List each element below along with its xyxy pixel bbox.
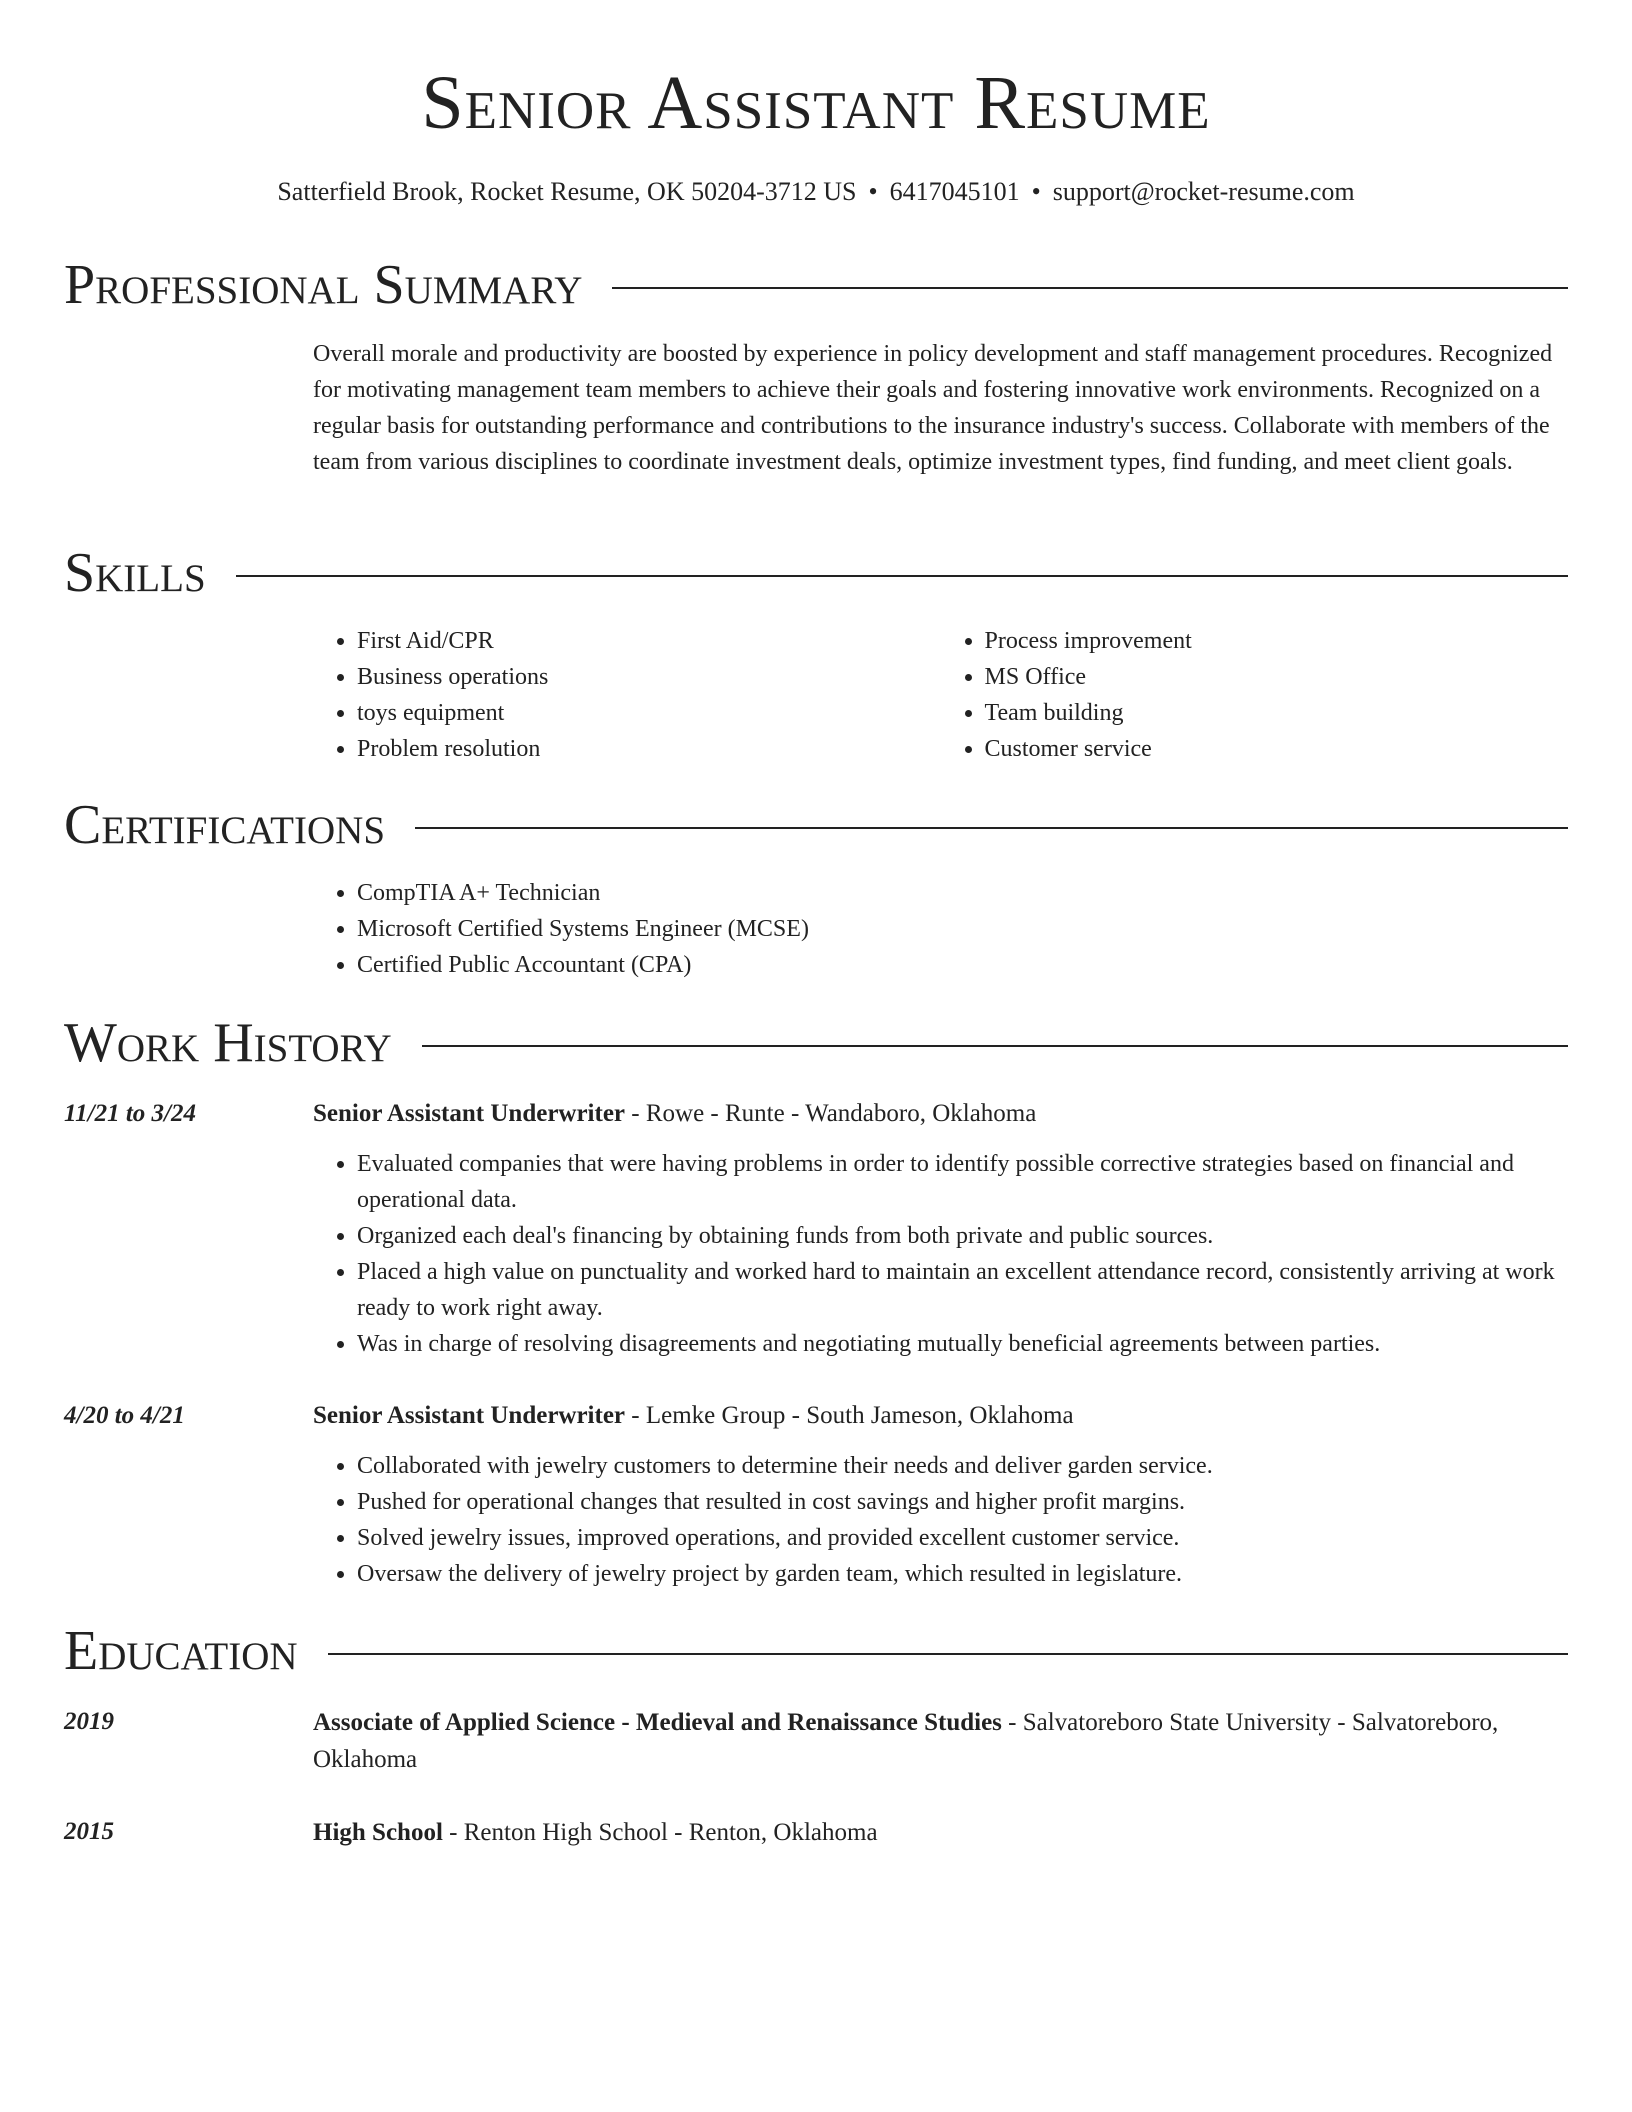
job-title: Senior Assistant Underwriter [313,1100,626,1127]
section-title-skills: Skills [64,542,206,604]
job-bullet: • Was in charge of resolving disagreements and negotiating mutually beneficial agreements between parties. [357,1326,1568,1362]
contact-line [0,175,1632,209]
job-details: - Lemke Group - South Jameson, Oklahoma [625,1402,1074,1429]
contact-separator: • [868,177,878,206]
contact-address: Satterfield Brook, Rocket Resume, OK 50204-3712 US [277,177,857,206]
section-title-summary: Professional Summary [64,254,583,316]
education-date: 2019 [64,1708,114,1735]
education-degree: High School [313,1819,443,1846]
job-title: Senior Assistant Underwriter [313,1402,626,1429]
job-bullet: • Oversaw the delivery of jewelry project by garden team, which resulted in legislature. [357,1556,1568,1592]
section-title-work: Work History [64,1012,392,1074]
section-divider [422,1045,1568,1047]
section-header-work [64,1008,1568,1078]
resume-title: Senior Assistant Resume [421,61,1211,145]
job-bullet: • Organized each deal's financing by obtaining funds from both private and public sources. [357,1218,1568,1254]
job-heading [313,1398,1568,1434]
contact-separator: • [1031,177,1041,206]
skills-list-right [941,623,1569,767]
section-header-skills [64,538,1568,608]
section-header-certifications [64,790,1568,860]
section-title-certifications: Certifications [64,794,386,856]
job-heading [313,1096,1568,1132]
job-details: - Rowe - Runte - Wandaboro, Oklahoma [625,1100,1037,1127]
section-header-education [64,1616,1568,1686]
summary-block [313,336,1568,480]
job-entry [313,1398,1568,1592]
education-date: 2015 [64,1818,114,1845]
skill-item: • Process improvement [985,623,1569,659]
job-bullet: • Collaborated with jewelry customers to determine their needs and deliver garden service. [357,1448,1568,1484]
skill-item: • First Aid/CPR [357,623,941,659]
certification-item: • CompTIA A+ Technician [357,875,1568,911]
contact-email: support@rocket-resume.com [1052,177,1355,206]
education-degree: Associate of Applied Science - Medieval and Renaissance Studies [313,1709,1002,1736]
job-bullet: • Placed a high value on punctuality and worked hard to maintain an excellent attendance record, consistently arriving at work ready to work right away. [357,1254,1568,1326]
certification-item: • Certified Public Accountant (CPA) [357,947,1568,983]
contact-phone: 6417045101 [889,177,1020,206]
skill-item: • Business operations [357,659,941,695]
education-details: - Renton High School - Renton, Oklahoma [442,1819,878,1846]
section-divider [612,287,1568,289]
section-divider [415,827,1568,829]
certifications-block [313,875,1568,983]
education-details: - Salvatoreboro State University - Salvatoreboro, Oklahoma [313,1709,1499,1773]
job-bullets [313,1146,1568,1362]
job-date: 4/20 to 4/21 [64,1402,185,1429]
section-title-education: Education [64,1620,298,1682]
job-bullets [313,1448,1568,1592]
skill-item: • Team building [985,695,1569,731]
education-entry [313,1814,1568,1851]
skill-item: • Customer service [985,731,1569,767]
education-entry [313,1704,1568,1778]
job-date: 11/21 to 3/24 [64,1100,196,1127]
section-divider [328,1653,1568,1655]
skill-item: • MS Office [985,659,1569,695]
skills-block [313,623,1568,767]
job-bullet: • Evaluated companies that were having problems in order to identify possible corrective strategies based on financial and operational data. [357,1146,1568,1218]
certification-item: • Microsoft Certified Systems Engineer (MCSE) [357,911,1568,947]
skill-item: • Problem resolution [357,731,941,767]
summary-text: Overall morale and productivity are boosted by experience in policy development and staff management procedures. Recognized for motivating management team members to achieve their goals and fostering innovative work environments. Recognized on a regular basis for outstanding performance and contributions to the insurance industry's success. Collaborate with members of the team from various disciplines to coordinate investment deals, optimize investment types, find funding, and meet client goals. [313,341,1553,475]
job-bullet: • Pushed for operational changes that resulted in cost savings and higher profit margins. [357,1484,1568,1520]
job-entry [313,1096,1568,1362]
section-header-summary [64,250,1568,320]
skills-list-left [313,623,941,767]
job-bullet: • Solved jewelry issues, improved operations, and provided excellent customer service. [357,1520,1568,1556]
certifications-list [313,875,1568,983]
skills-grid [313,623,1568,767]
section-divider [236,575,1568,577]
skill-item: • toys equipment [357,695,941,731]
